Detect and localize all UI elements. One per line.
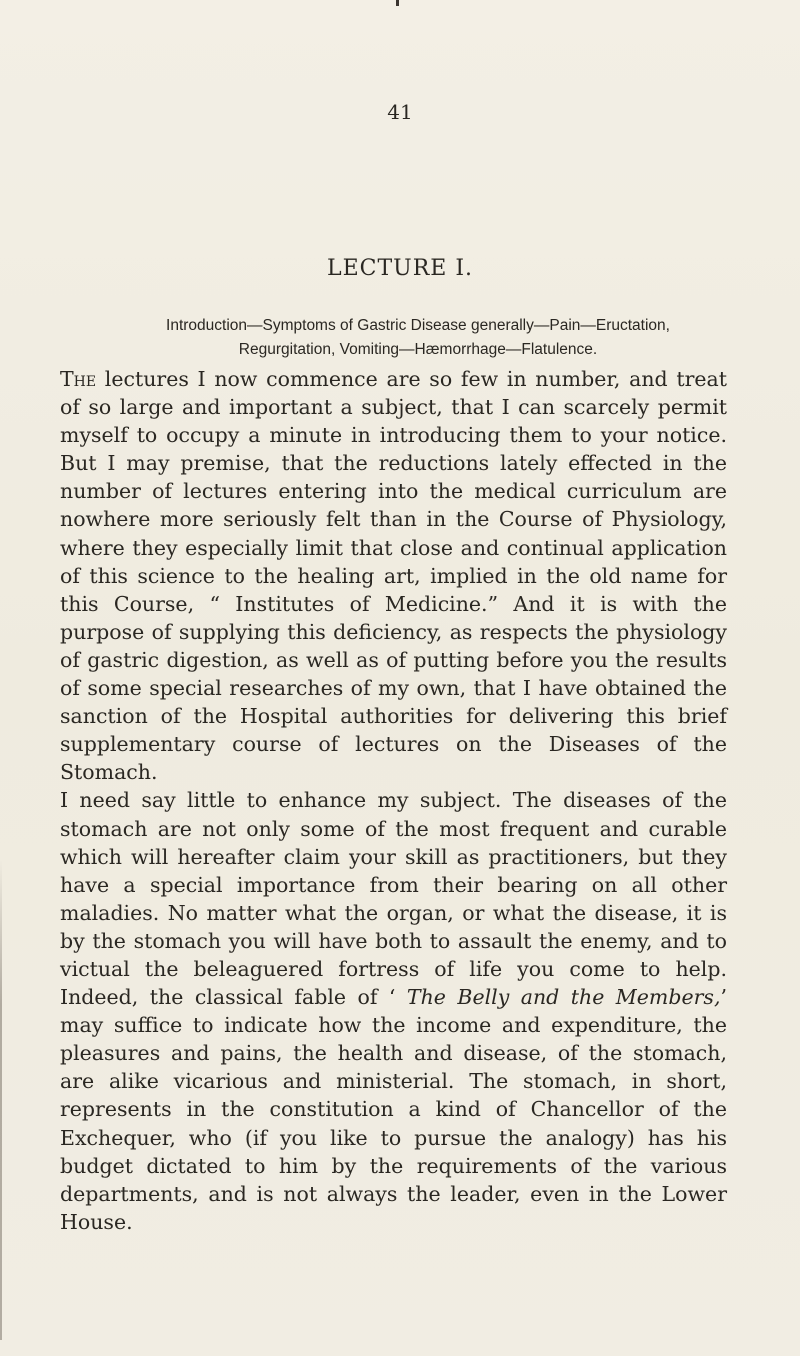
paragraph-1-text: lectures I now commence are so few in number, and treat of so large and important a subject, that I can scarcely permit myself to occupy a minute in introducing them to your notice. But I may premise, that the reductions lately effected in the number of lectures entering into the medical curriculum are nowhere more seriously felt than in the Course of Physiology, where they especially limit that close and continual application of this science to the healing art, implied in the old name for this Course, “ Institutes of Medicine.” And it is with the purpose of supplying this deficiency, as respects the physiology of gastric digestion, as well as of putting before you the results of some special researches of my own, that I have obtained the sanction of the Hospital authorities for delivering this brief supplementary course of lectures on the Diseases of the Stomach.	[60, 367, 727, 785]
lecture-title: LECTURE I.	[326, 256, 474, 281]
top-edge-mark	[396, 0, 399, 6]
lecture-synopsis	[108, 314, 728, 362]
page-number: 41	[387, 100, 413, 124]
paragraph-1	[60, 365, 727, 786]
body-text	[60, 365, 727, 1236]
synopsis-line-2: Regurgitation, Vomiting—Hæmorrhage—Flatulence.	[238, 341, 598, 358]
fable-title: The Belly and the Members,	[406, 985, 721, 1010]
synopsis-line-1: Introduction—Symptoms of Gastric Disease generally—Pain—Eructation,	[166, 317, 670, 334]
page-edge-shadow	[0, 860, 2, 1340]
paragraph-2-text-start: I need say little to enhance my subject. The diseases of the stomach are not only some of the most frequent and curable which will hereafter claim your skill as practitioners, but they have a special importance from their bearing on all other maladies. No matter what the organ, or what the disease, it is by the stomach you will have both to assault the enemy, and to victual the beleaguered fortress of life you come to help. Indeed, the classical fable of ‘	[60, 788, 727, 1010]
paragraph-2-text-end: ’ may suffice to indicate how the income and expenditure, the pleasures and pains, the health and disease, of the stomach, are alike vicarious and ministerial. The stomach, in short, represents in the constitution a kind of Chancellor of the Exchequer, who (if you like to pursue the analogy) has his budget dictated to him by the requirements of the various departments, and is not always the leader, even in the Lower House.	[60, 985, 727, 1234]
paragraph-1-lead-word: The	[60, 367, 97, 391]
paragraph-2	[60, 786, 727, 1236]
